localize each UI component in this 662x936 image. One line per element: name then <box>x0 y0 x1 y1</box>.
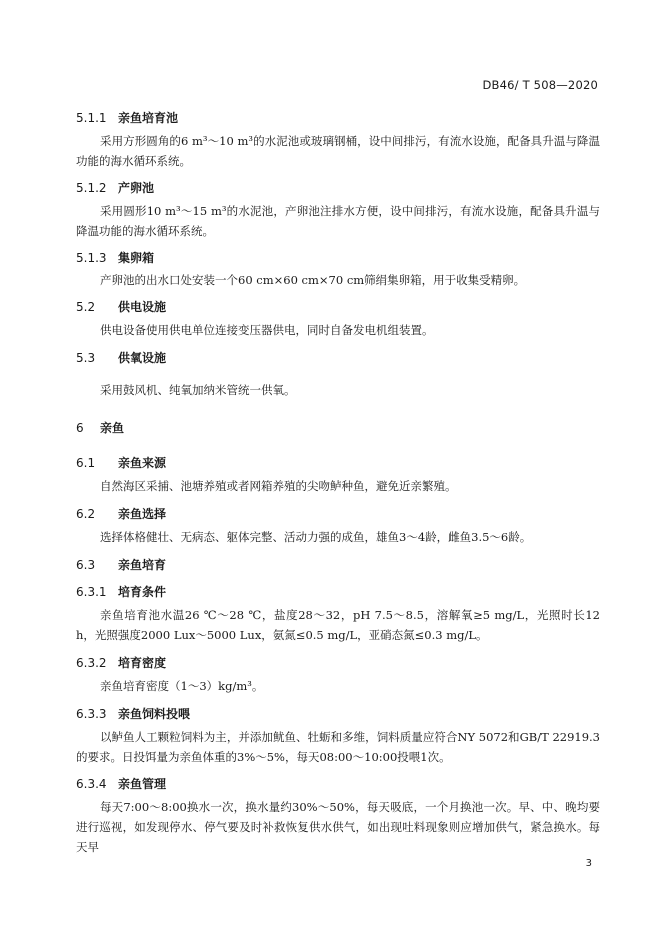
section-heading-5-1-1 <box>76 109 178 126</box>
section-number: 5.1.2 <box>76 181 107 195</box>
section-heading-5-2 <box>76 298 166 315</box>
section-number: 6.3 <box>76 558 96 572</box>
section-text-6-3-2: 亲鱼培育密度（1～3）kg/m³。 <box>100 679 264 693</box>
chapter-title: 亲鱼 <box>100 421 125 435</box>
section-heading-6-3-4 <box>76 775 166 792</box>
chapter-number: 6 <box>76 421 84 435</box>
section-heading-5-1-3 <box>76 249 154 266</box>
section-title: 供氧设施 <box>118 351 167 365</box>
section-number: 6.3.2 <box>76 656 107 670</box>
section-text-5-1-3: 产卵池的出水口处安装一个60 cm×60 cm×70 cm筛绢集卵箱，用于收集受精卵。 <box>100 273 526 287</box>
section-number: 6.2 <box>76 507 96 521</box>
section-title: 亲鱼来源 <box>118 456 167 470</box>
section-number: 6.3.4 <box>76 777 107 791</box>
section-number: 6.3.3 <box>76 707 107 721</box>
page-number: 3 <box>585 858 592 869</box>
section-title: 亲鱼选择 <box>118 507 167 521</box>
section-title: 亲鱼管理 <box>118 777 167 791</box>
section-text-5-1-1: 采用方形圆角的6 m³～10 m³的水泥池或玻璃钢桶，设中间排污，有流水设施，配备具升温与降温功能的海水循环系统。 <box>76 134 600 168</box>
section-text-5-1-2: 采用圆形10 m³～15 m³的水泥池，产卵池注排水方便，设中间排污，有流水设施，配备具升温与降温功能的海水循环系统。 <box>76 204 600 238</box>
section-number: 5.3 <box>76 351 96 365</box>
section-text-5-3: 采用鼓风机、纯氧加纳米管统一供氧。 <box>100 383 296 397</box>
section-number: 6.3.1 <box>76 585 107 599</box>
section-heading-6-3-1 <box>76 583 166 600</box>
section-number: 5.2 <box>76 300 96 314</box>
section-heading-5-3 <box>76 349 166 366</box>
chapter-heading-6 <box>76 419 124 436</box>
section-text-5-2: 供电设备使用供电单位连接变压器供电，同时自备发电机组装置。 <box>100 323 434 337</box>
section-heading-5-1-2 <box>76 179 154 196</box>
section-number: 5.1.1 <box>76 111 107 125</box>
section-heading-6-1 <box>76 454 166 471</box>
section-number: 6.1 <box>76 456 96 470</box>
section-heading-6-3-2 <box>76 654 166 671</box>
section-text-6-3-4: 每天7:00～8:00换水一次，换水量约30%～50%，每天吸底，一个月换池一次。早、中、晚均要进行巡视，如发现停水、停气要及时补救恢复供水供气，如出现吐料现象则应增加供气，紧急换水。每天早 <box>76 800 600 854</box>
document-code: DB46/ T 508—2020 <box>482 78 598 92</box>
section-title: 亲鱼培育池 <box>118 111 179 125</box>
section-heading-6-3 <box>76 556 166 573</box>
section-title: 培育密度 <box>118 656 167 670</box>
section-title: 培育条件 <box>118 585 167 599</box>
section-title: 亲鱼培育 <box>118 558 167 572</box>
section-text-6-1: 自然海区采捕、池塘养殖或者网箱养殖的尖吻鲈种鱼，避免近亲繁殖。 <box>100 479 457 493</box>
section-title: 亲鱼饲料投喂 <box>118 707 191 721</box>
section-text-6-3-3: 以鲈鱼人工颗粒饲料为主，并添加鱿鱼、牡蛎和多维，饲料质量应符合NY 5072和GB/T 22919.3的要求。日投饵量为亲鱼体重的3%～5%，每天08:00～10:00投喂1次。 <box>76 730 600 764</box>
section-heading-6-3-3 <box>76 705 190 722</box>
section-title: 供电设施 <box>118 300 167 314</box>
section-number: 5.1.3 <box>76 251 107 265</box>
section-text-6-2: 选择体格健壮、无病态、躯体完整、活动力强的成鱼，雄鱼3～4龄，雌鱼3.5～6龄。 <box>100 530 532 544</box>
section-title: 产卵池 <box>118 181 155 195</box>
section-title: 集卵箱 <box>118 251 155 265</box>
section-text-6-3-1: 亲鱼培育池水温26 ℃～28 ℃，盐度28～32，pH 7.5～8.5，溶解氧≥5 mg/L，光照时长12 h，光照强度2000 Lux～5000 Lux，氨氮≤0.5 mg/L，亚硝态氮≤0.3 mg/L。 <box>76 608 600 642</box>
section-heading-6-2 <box>76 505 166 522</box>
